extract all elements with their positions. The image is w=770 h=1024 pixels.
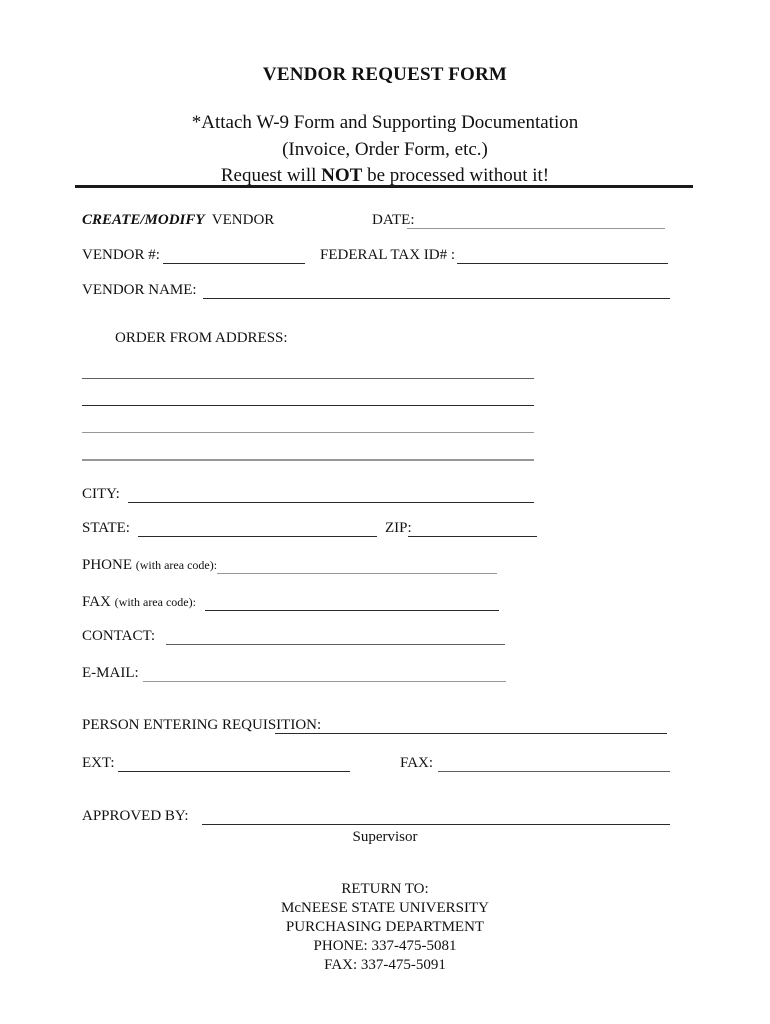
page-title: VENDOR REQUEST FORM [262,64,508,85]
department-fax: FAX: 337-475-5091 [324,957,446,973]
phone-area-code-note: (with area code): [135,558,218,572]
vendor-name-label: VENDOR NAME: [82,282,197,298]
zip-field[interactable] [408,536,537,537]
address-line-4-field[interactable] [82,459,534,461]
contact-field[interactable] [166,644,505,645]
federal-tax-id-field[interactable] [457,263,668,264]
fax-label: FAX (with area code): [82,594,196,610]
create-modify-vendor-label: CREATE/MODIFY VENDOR [82,212,275,228]
email-label: E-MAIL: [82,665,139,681]
attach-instruction-line2: (Invoice, Order Form, etc.) [282,139,488,160]
return-to-label: RETURN TO: [341,881,429,897]
fax-field[interactable] [205,610,499,611]
department-name: PURCHASING DEPARTMENT [285,919,485,935]
warning-not-bold: NOT [321,165,363,186]
person-entering-requisition-field[interactable] [275,733,667,734]
ext-label: EXT: [82,755,115,771]
city-label: CITY: [82,486,120,502]
federal-tax-id-label: FEDERAL TAX ID# : [320,247,456,263]
warning-line: Request will NOT be processed without it! [220,165,550,186]
ext-field[interactable] [118,771,350,772]
date-field[interactable] [407,228,665,229]
vendor-number-field[interactable] [163,263,305,264]
department-phone: PHONE: 337-475-5081 [313,938,457,954]
address-line-2-field[interactable] [82,405,534,406]
zip-label: ZIP: [385,520,412,536]
city-field[interactable] [128,502,534,503]
state-label: STATE: [82,520,130,536]
fax-area-code-note: (with area code): [114,595,196,609]
fax2-field[interactable] [438,771,670,772]
approved-by-label: APPROVED BY: [82,808,189,824]
state-field[interactable] [138,536,377,537]
attach-instruction-line1: *Attach W-9 Form and Supporting Documentation [191,112,579,133]
fax2-label: FAX: [400,755,434,771]
order-from-address-label: ORDER FROM ADDRESS: [115,330,288,346]
vendor-name-field[interactable] [203,298,670,299]
date-label: DATE: [372,212,415,228]
university-name: McNEESE STATE UNIVERSITY [281,900,489,916]
phone-label: PHONE (with area code): [82,557,218,573]
contact-label: CONTACT: [82,628,156,644]
vendor-number-label: VENDOR #: [82,247,160,263]
approved-by-field[interactable] [202,824,670,825]
address-line-1-field[interactable] [82,378,534,379]
supervisor-caption: Supervisor [352,829,418,845]
phone-field[interactable] [217,573,497,574]
email-field[interactable] [143,681,506,682]
header-divider [75,185,693,188]
person-entering-requisition-label: PERSON ENTERING REQUISITION: [82,717,322,733]
address-line-3-field[interactable] [82,432,534,433]
